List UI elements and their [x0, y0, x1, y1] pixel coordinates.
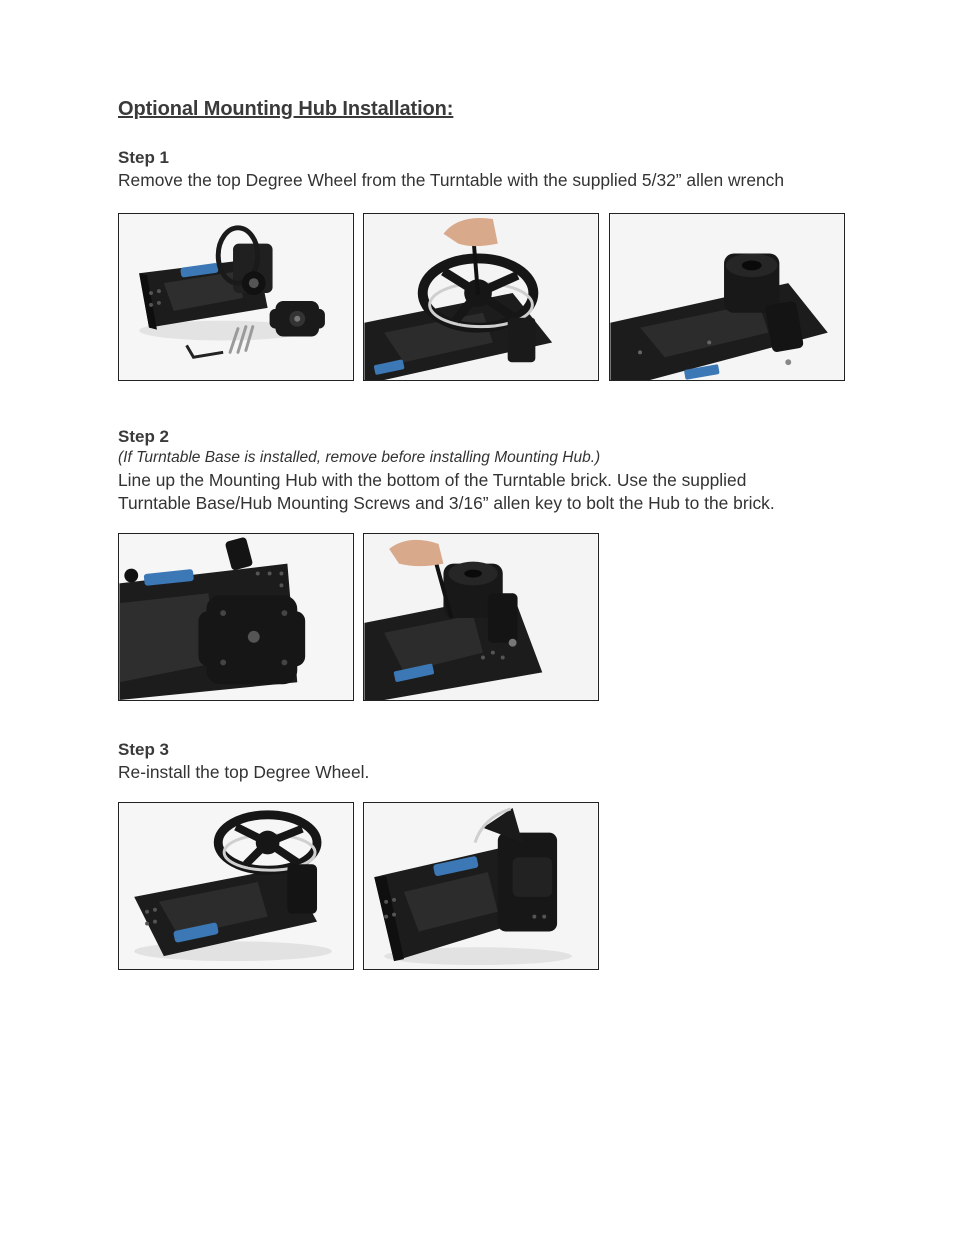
hub-on-brick-bottom-image	[119, 534, 353, 700]
degree-wheel-reinstalled-image	[119, 803, 353, 969]
step-1-text: Remove the top Degree Wheel from the Turntable with the supplied 5/32” allen wrench	[118, 170, 785, 190]
step-1-photo-3	[609, 213, 845, 381]
step-3-heading: Step 3	[118, 740, 170, 759]
step-1-photo-1	[118, 213, 354, 381]
step-1-photo-2	[363, 213, 599, 381]
step-3-text: Re-install the top Degree Wheel.	[118, 762, 370, 782]
step-2-photo-2	[363, 533, 599, 701]
step-2-heading: Step 2	[118, 427, 170, 446]
step-1-heading: Step 1	[118, 148, 170, 167]
step-3-photo-1	[118, 802, 354, 970]
step-2-text-line-2: Turntable Base/Hub Mounting Screws and 3/16” allen key to bolt the Hub to the brick.	[118, 493, 775, 513]
step-2-text-line-1: Line up the Mounting Hub with the bottom of the Turntable brick. Use the supplied	[118, 470, 747, 490]
assembled-turntable-image	[364, 803, 598, 969]
step-2-note: (If Turntable Base is installed, remove before installing Mounting Hub.)	[118, 449, 601, 466]
hand-removing-wheel-image	[364, 214, 598, 380]
turntable-shaft-image	[610, 214, 844, 380]
step-3-photo-2	[363, 802, 599, 970]
page-title: Optional Mounting Hub Installation:	[118, 98, 454, 120]
turntable-brick-with-parts-image	[119, 214, 353, 380]
hand-bolting-hub-image	[364, 534, 598, 700]
step-2-photo-1	[118, 533, 354, 701]
